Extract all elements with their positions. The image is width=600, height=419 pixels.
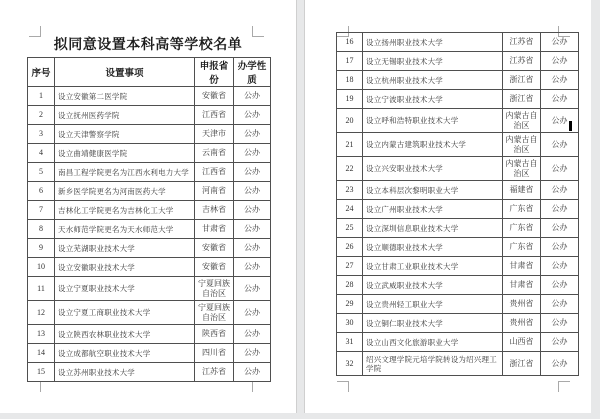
- table-row: [28, 125, 271, 144]
- table-row: [337, 71, 579, 90]
- school-nature-cell: 公办: [541, 276, 579, 295]
- province-cell: 安徽省: [195, 87, 234, 106]
- table-row: [28, 201, 271, 220]
- school-nature-cell: 公办: [541, 314, 579, 333]
- setup-item-cell: 设立成都航空职业技术大学: [55, 344, 195, 363]
- setup-item-cell: 设立广州职业技术大学: [363, 200, 503, 219]
- setup-item-cell: 新乡医学院更名为河南医药大学: [55, 182, 195, 201]
- school-nature-cell: 公办: [234, 239, 271, 258]
- school-nature-cell: 公办: [234, 344, 271, 363]
- table-row: [337, 276, 579, 295]
- province-cell: 四川省: [195, 344, 234, 363]
- province-cell: 广东省: [503, 200, 541, 219]
- province-cell: 贵州省: [503, 314, 541, 333]
- province-cell: 甘肃省: [195, 220, 234, 239]
- column-header-item: 设置事项: [55, 58, 195, 87]
- setup-item-cell: 设立贵州轻工职业大学: [363, 295, 503, 314]
- row-number-cell: 17: [337, 52, 363, 71]
- school-nature-cell: 公办: [541, 90, 579, 109]
- province-cell: 浙江省: [503, 90, 541, 109]
- table-row: [28, 87, 271, 106]
- setup-item-cell: 设立杭州职业技术大学: [363, 71, 503, 90]
- province-cell: 宁夏回族自治区: [195, 301, 234, 325]
- text-cursor: [569, 121, 572, 131]
- row-number-cell: 12: [28, 301, 55, 325]
- approval-table-page2: [336, 32, 579, 376]
- margin-corner-mark: [558, 381, 570, 392]
- setup-item-cell: 南昌工程学院更名为江西水利电力大学: [55, 163, 195, 182]
- column-header-number: 序号: [28, 58, 55, 87]
- province-cell: 浙江省: [503, 71, 541, 90]
- row-number-cell: 8: [28, 220, 55, 239]
- school-nature-cell: 公办: [541, 52, 579, 71]
- row-number-cell: 26: [337, 238, 363, 257]
- row-number-cell: 16: [337, 33, 363, 52]
- school-nature-cell: 公办: [541, 33, 579, 52]
- table-row: [337, 219, 579, 238]
- row-number-cell: 13: [28, 325, 55, 344]
- row-number-cell: 2: [28, 106, 55, 125]
- table-row: [28, 301, 271, 325]
- row-number-cell: 31: [337, 333, 363, 352]
- column-header-province: 申报省份: [195, 58, 234, 87]
- table-header-row: [28, 58, 271, 87]
- setup-item-cell: 设立芜湖职业技术大学: [55, 239, 195, 258]
- row-number-cell: 20: [337, 109, 363, 133]
- row-number-cell: 24: [337, 200, 363, 219]
- column-header-nature: 办学性质: [234, 58, 271, 87]
- table-row: [337, 157, 579, 181]
- setup-item-cell: 设立抚州医药学院: [55, 106, 195, 125]
- setup-item-cell: 设立兴安职业技术大学: [363, 157, 503, 181]
- setup-item-cell: 设立铜仁职业技术大学: [363, 314, 503, 333]
- province-cell: 甘肃省: [503, 276, 541, 295]
- table-row: [337, 314, 579, 333]
- setup-item-cell: 设立无锡职业技术大学: [363, 52, 503, 71]
- table-row: [28, 344, 271, 363]
- province-cell: 安徽省: [195, 239, 234, 258]
- province-cell: 福建省: [503, 181, 541, 200]
- school-nature-cell: 公办: [234, 144, 271, 163]
- setup-item-cell: 设立宁夏工商职业技术大学: [55, 301, 195, 325]
- page-left: [0, 0, 296, 413]
- setup-item-cell: 吉林化工学院更名为吉林化工大学: [55, 201, 195, 220]
- row-number-cell: 32: [337, 352, 363, 376]
- school-nature-cell: 公办: [541, 295, 579, 314]
- row-number-cell: 4: [28, 144, 55, 163]
- province-cell: 甘肃省: [503, 257, 541, 276]
- province-cell: 内蒙古自治区: [503, 133, 541, 157]
- table-row: [28, 325, 271, 344]
- setup-item-cell: 设立安徽第二医学院: [55, 87, 195, 106]
- province-cell: 安徽省: [195, 258, 234, 277]
- school-nature-cell: 公办: [541, 257, 579, 276]
- table-row: [337, 181, 579, 200]
- school-nature-cell: 公办: [234, 182, 271, 201]
- table-row: [337, 133, 579, 157]
- setup-item-cell: 设立顺德职业技术大学: [363, 238, 503, 257]
- setup-item-cell: 设立安徽职业技术大学: [55, 258, 195, 277]
- row-number-cell: 14: [28, 344, 55, 363]
- row-number-cell: 25: [337, 219, 363, 238]
- table-row: [337, 200, 579, 219]
- province-cell: 内蒙古自治区: [503, 109, 541, 133]
- school-nature-cell: 公办: [541, 352, 579, 376]
- table-row: [28, 363, 271, 382]
- table-row: [28, 182, 271, 201]
- setup-item-cell: 设立深圳信息职业技术大学: [363, 219, 503, 238]
- setup-item-cell: 设立天津警察学院: [55, 125, 195, 144]
- province-cell: 云南省: [195, 144, 234, 163]
- school-nature-cell: 公办: [234, 87, 271, 106]
- setup-item-cell: 设立曲靖健康医学院: [55, 144, 195, 163]
- setup-item-cell: 设立本科层次黎明职业大学: [363, 181, 503, 200]
- school-nature-cell: 公办: [541, 219, 579, 238]
- table-row: [337, 352, 579, 376]
- setup-item-cell: 设立苏州职业技术大学: [55, 363, 195, 382]
- school-nature-cell: 公办: [541, 238, 579, 257]
- school-nature-cell: 公办: [234, 277, 271, 301]
- row-number-cell: 19: [337, 90, 363, 109]
- setup-item-cell: 设立陕西农林职业技术大学: [55, 325, 195, 344]
- province-cell: 广东省: [503, 238, 541, 257]
- school-nature-cell: 公办: [234, 258, 271, 277]
- province-cell: 江苏省: [195, 363, 234, 382]
- school-nature-cell: 公办: [541, 181, 579, 200]
- table-row: [28, 239, 271, 258]
- row-number-cell: 10: [28, 258, 55, 277]
- table-row: [337, 257, 579, 276]
- row-number-cell: 6: [28, 182, 55, 201]
- school-nature-cell: 公办: [541, 200, 579, 219]
- school-nature-cell: 公办: [234, 201, 271, 220]
- school-nature-cell: 公办: [541, 71, 579, 90]
- table-row: [337, 333, 579, 352]
- setup-item-cell: 设立内蒙古建筑职业技术大学: [363, 133, 503, 157]
- province-cell: 广东省: [503, 219, 541, 238]
- row-number-cell: 3: [28, 125, 55, 144]
- page-right: [305, 0, 591, 413]
- setup-item-cell: 绍兴文理学院元培学院转设为绍兴理工学院: [363, 352, 503, 376]
- school-nature-cell: 公办: [234, 301, 271, 325]
- province-cell: 陕西省: [195, 325, 234, 344]
- row-number-cell: 1: [28, 87, 55, 106]
- province-cell: 江苏省: [503, 33, 541, 52]
- setup-item-cell: 设立扬州职业技术大学: [363, 33, 503, 52]
- margin-corner-mark: [29, 381, 41, 392]
- school-nature-cell: 公办: [234, 220, 271, 239]
- row-number-cell: 27: [337, 257, 363, 276]
- province-cell: 内蒙古自治区: [503, 157, 541, 181]
- table-row: [337, 109, 579, 133]
- table-row: [337, 33, 579, 52]
- row-number-cell: 9: [28, 239, 55, 258]
- setup-item-cell: 设立山西文化旅游职业大学: [363, 333, 503, 352]
- province-cell: 江苏省: [503, 52, 541, 71]
- setup-item-cell: 设立呼和浩特职业技术大学: [363, 109, 503, 133]
- row-number-cell: 7: [28, 201, 55, 220]
- table-row: [28, 106, 271, 125]
- province-cell: 河南省: [195, 182, 234, 201]
- province-cell: 江西省: [195, 163, 234, 182]
- school-nature-cell: 公办: [541, 333, 579, 352]
- table-row: [337, 52, 579, 71]
- setup-item-cell: 天水师范学院更名为天水师范大学: [55, 220, 195, 239]
- document-title: 拟同意设置本科高等学校名单: [53, 38, 243, 53]
- row-number-cell: 15: [28, 363, 55, 382]
- approval-table-page1: [27, 57, 271, 382]
- province-cell: 吉林省: [195, 201, 234, 220]
- row-number-cell: 21: [337, 133, 363, 157]
- province-cell: 天津市: [195, 125, 234, 144]
- province-cell: 山西省: [503, 333, 541, 352]
- school-nature-cell: 公办: [234, 125, 271, 144]
- row-number-cell: 29: [337, 295, 363, 314]
- province-cell: 宁夏回族自治区: [195, 277, 234, 301]
- table-row: [28, 258, 271, 277]
- school-nature-cell: 公办: [541, 109, 579, 133]
- school-nature-cell: 公办: [234, 363, 271, 382]
- setup-item-cell: 设立甘肃工业职业技术大学: [363, 257, 503, 276]
- school-nature-cell: 公办: [234, 163, 271, 182]
- row-number-cell: 18: [337, 71, 363, 90]
- row-number-cell: 28: [337, 276, 363, 295]
- margin-corner-mark: [252, 381, 264, 392]
- setup-item-cell: 设立宁夏职业技术大学: [55, 277, 195, 301]
- row-number-cell: 22: [337, 157, 363, 181]
- margin-corner-mark: [337, 381, 349, 392]
- row-number-cell: 5: [28, 163, 55, 182]
- table-row: [337, 238, 579, 257]
- setup-item-cell: 设立武威职业技术大学: [363, 276, 503, 295]
- school-nature-cell: 公办: [234, 325, 271, 344]
- table-row: [28, 277, 271, 301]
- table-row: [28, 163, 271, 182]
- table-row: [28, 220, 271, 239]
- school-nature-cell: 公办: [541, 157, 579, 181]
- table-row: [28, 144, 271, 163]
- province-cell: 贵州省: [503, 295, 541, 314]
- setup-item-cell: 设立宁波职业技术大学: [363, 90, 503, 109]
- table-row: [337, 90, 579, 109]
- table-row: [337, 295, 579, 314]
- row-number-cell: 30: [337, 314, 363, 333]
- province-cell: 浙江省: [503, 352, 541, 376]
- row-number-cell: 11: [28, 277, 55, 301]
- province-cell: 江西省: [195, 106, 234, 125]
- row-number-cell: 23: [337, 181, 363, 200]
- school-nature-cell: 公办: [234, 106, 271, 125]
- school-nature-cell: 公办: [541, 133, 579, 157]
